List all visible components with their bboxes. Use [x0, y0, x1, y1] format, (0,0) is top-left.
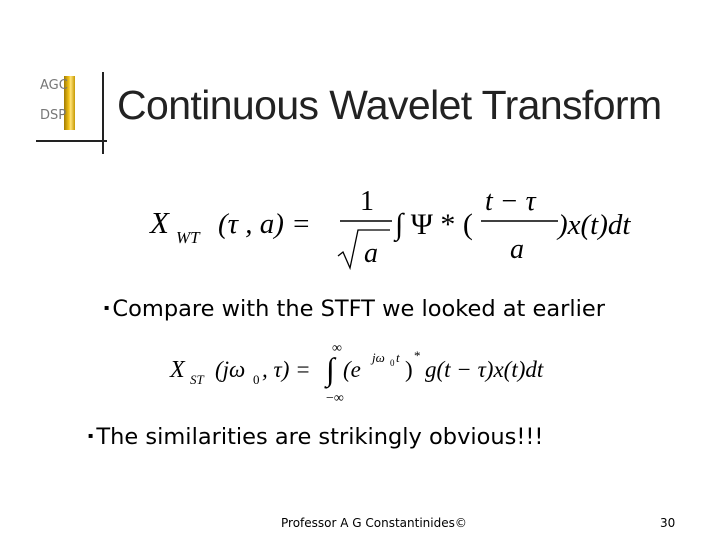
eq-inner-num: t − τ: [485, 186, 536, 217]
stft-args-tail: , τ) =: [262, 357, 311, 382]
eq-tail: )x(t)dt: [558, 209, 631, 241]
stft-integral: ∫: [326, 351, 335, 387]
stft-args-sub: 0: [253, 372, 260, 387]
bullet-marker: ▪: [88, 431, 94, 440]
bullet-item-2: [88, 424, 543, 450]
eq-lhs: X: [150, 205, 169, 240]
logo: [36, 74, 106, 154]
slide-title: Continuous Wavelet Transform: [117, 82, 662, 128]
stft-args: (jω: [215, 357, 246, 382]
logo-vertical-rule: [102, 72, 104, 154]
eq-lhs-sub: WT: [176, 228, 200, 247]
bullet-text: Compare with the STFT we looked at earlier: [112, 296, 605, 322]
eq-integrand: ∫ Ψ * (: [395, 208, 473, 241]
eq-inner-den: a: [510, 234, 524, 265]
bullet-text: The similarities are strikingly obvious!!!: [96, 424, 544, 450]
footer-author: Professor A G Constantinides©: [281, 516, 467, 530]
stft-equation: [160, 338, 600, 408]
wavelet-equation: [140, 182, 670, 276]
stft-exp-sup-sub: 0: [390, 358, 395, 368]
stft-upper-limit: ∞: [332, 341, 342, 356]
stft-exp-open: (e: [343, 357, 361, 382]
stft-conj: *: [414, 348, 421, 363]
eq-args: (τ , a) =: [218, 208, 311, 240]
stft-lhs-sub: ST: [190, 372, 204, 387]
stft-lower-limit: −∞: [326, 391, 344, 406]
bullet-marker: ▪: [104, 303, 110, 312]
stft-rest: g(t − τ)x(t)dt: [425, 357, 544, 382]
logo-bottom-text: DSP: [40, 108, 67, 123]
bullet-item-1: [104, 296, 605, 322]
eq-frac-den: a: [364, 238, 378, 269]
stft-exp-sup-t: t: [396, 350, 400, 365]
stft-exp-sup: jω: [372, 350, 385, 365]
logo-top-text: AGC: [40, 78, 68, 93]
logo-horizontal-rule: [36, 140, 107, 142]
page-number: 30: [660, 516, 676, 530]
eq-frac-num: 1: [360, 186, 374, 217]
stft-lhs: X: [170, 357, 185, 383]
stft-close-paren: ): [405, 357, 413, 382]
